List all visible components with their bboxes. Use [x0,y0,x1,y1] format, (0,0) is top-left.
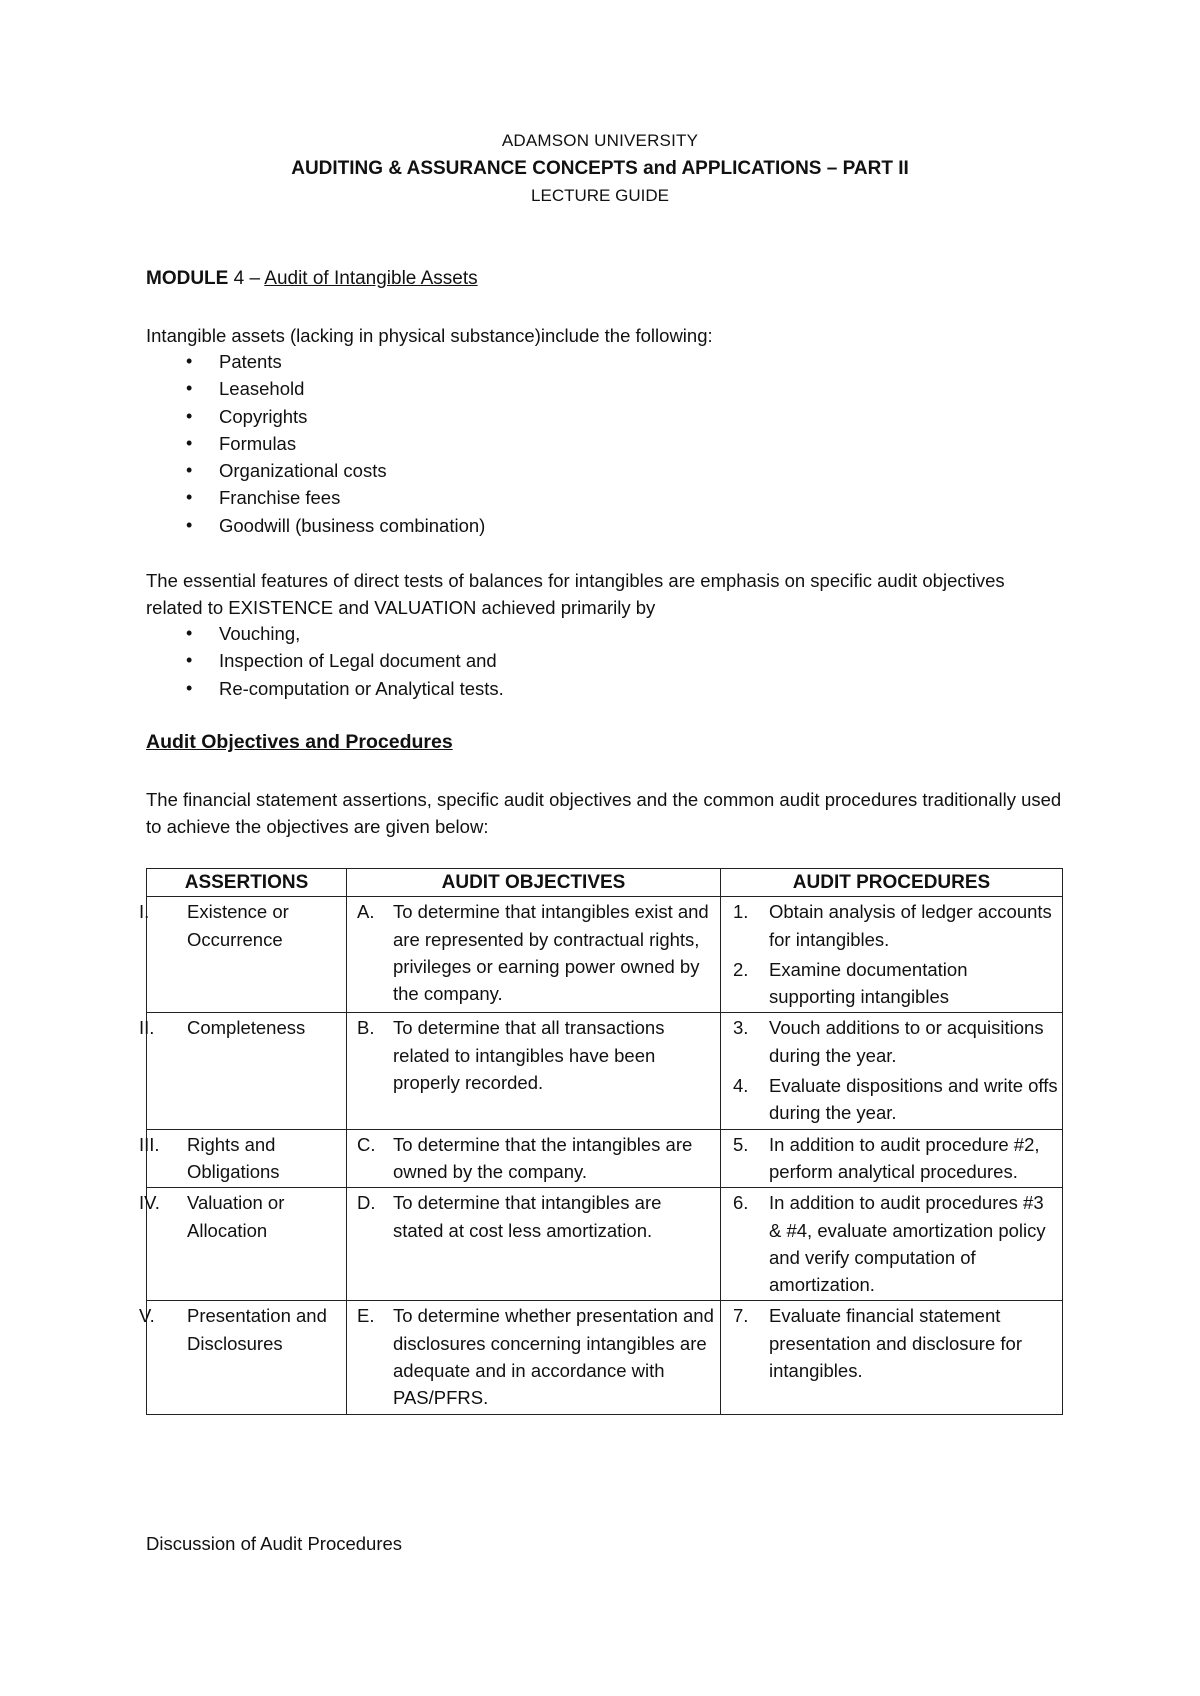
assertion-number: II. [139,1017,155,1039]
intro-text: Intangible assets (lacking in physical substance)include the following: [146,325,713,346]
header-audit-objectives: AUDIT OBJECTIVES [347,869,721,897]
procedure-text: In addition to audit procedure #2, perform analytical procedures. [769,1133,1040,1182]
objective-letter: C. [357,1133,376,1155]
procedure-cell [721,1013,1063,1129]
table-row [147,1188,1063,1301]
objective-cell [347,1301,721,1414]
list-item: • Leasehold [146,375,485,402]
procedure-number: 1. [733,901,749,923]
assertion-number: I. [139,901,150,923]
list-item: • Franchise fees [146,484,485,511]
assertion-number: IV. [139,1192,160,1214]
assertion-text: Completeness [187,1017,306,1039]
module-label: MODULE [146,268,229,289]
procedure-number: 4. [733,1075,749,1097]
objective-text: To determine that the intangibles are owned by the company. [393,1133,693,1182]
objective-letter: E. [357,1305,375,1327]
guide-label: LECTURE GUIDE [531,186,669,205]
objective-cell [347,1013,721,1129]
assertion-text: Valuation or Allocation [187,1192,285,1241]
objective-text: To determine that intangibles are stated at cost less amortization. [393,1192,662,1241]
intangibles-list [146,348,485,539]
header-audit-procedures: AUDIT PROCEDURES [721,869,1063,897]
course-title: AUDITING & ASSURANCE CONCEPTS and APPLICATIONS – PART II [291,158,909,179]
objective-letter: D. [357,1192,376,1214]
header-assertions: ASSERTIONS [147,869,347,897]
procedure-number: 3. [733,1017,749,1039]
procedure-number: 6. [733,1192,749,1214]
list-item: • Copyrights [146,403,485,430]
assertion-cell [139,897,347,1013]
objective-text: To determine that all transactions related to intangibles have been properly recorded. [393,1017,665,1094]
procedure-text: Evaluate dispositions and write offs during the year. [769,1075,1058,1124]
procedure-text: Obtain analysis of ledger accounts for intangibles. [769,901,1052,950]
objective-letter: B. [357,1017,375,1039]
objective-text: To determine that intangibles exist and are represented by contractual rights, privileges or earning power owned by the company. [393,901,709,1005]
list-item: • Patents [146,348,485,375]
audit-table [139,868,1063,1415]
list-item: • Re-computation or Analytical tests. [146,675,504,702]
assertion-text: Rights and Obligations [187,1133,280,1182]
assertion-number: III. [139,1133,160,1155]
assertion-cell [139,1301,347,1414]
assertion-number: V. [139,1305,155,1327]
objective-cell [347,897,721,1013]
procedure-cell [721,1129,1063,1188]
module-dash: – [244,268,265,289]
procedure-cell [721,1301,1063,1414]
list-item: • Vouching, [146,620,504,647]
assertion-text: Existence or Occurrence [187,901,289,950]
list-item: • Formulas [146,430,485,457]
module-title: Audit of Intangible Assets [264,268,478,289]
list-item: • Organizational costs [146,457,485,484]
discussion-heading: Discussion of Audit Procedures [146,1533,403,1554]
table-row [147,1129,1063,1188]
procedure-cell [721,897,1063,1013]
objective-cell [347,1129,721,1188]
methods-list [146,620,504,702]
objective-text: To determine whether presentation and disclosures concerning intangibles are adequate and in accordance with PAS/PFRS. [393,1305,714,1409]
university-name: ADAMSON UNIVERSITY [501,131,699,150]
module-heading [146,268,478,290]
table-row [147,1301,1063,1414]
table-row [147,897,1063,1013]
assertion-cell [139,1013,347,1129]
procedure-number: 7. [733,1305,749,1327]
procedure-text: In addition to audit procedures #3 & #4, evaluate amortization policy and verify computation of amortization. [769,1192,1046,1296]
procedure-number: 5. [733,1133,749,1155]
procedure-text: Vouch additions to or acquisitions during the year. [769,1017,1044,1066]
assertion-cell [139,1188,347,1301]
assertion-text: Presentation and Disclosures [187,1305,327,1354]
module-number: 4 [233,268,245,289]
objective-letter: A. [357,901,375,923]
assertion-cell [139,1129,347,1188]
procedure-cell [721,1188,1063,1301]
table-header-row [147,869,1063,897]
table-row [147,1013,1063,1129]
objective-cell [347,1188,721,1301]
procedure-text: Evaluate financial statement presentation and disclosure for intangibles. [769,1305,1022,1382]
list-item: • Goodwill (business combination) [146,512,485,539]
section-paragraph: The financial statement assertions, specific audit objectives and the common audit procedures traditionally used to achieve the objectives are given below: [146,789,1062,837]
procedure-number: 2. [733,958,749,980]
procedure-text: Examine documentation supporting intangibles [769,958,968,1008]
list-item: • Inspection of Legal document and [146,647,504,674]
essential-features-paragraph: The essential features of direct tests of balances for intangibles are emphasis on specific audit objectives related to EXISTENCE and VALUATION achieved primarily by [146,570,1005,618]
section-heading: Audit Objectives and Procedures [146,731,453,753]
